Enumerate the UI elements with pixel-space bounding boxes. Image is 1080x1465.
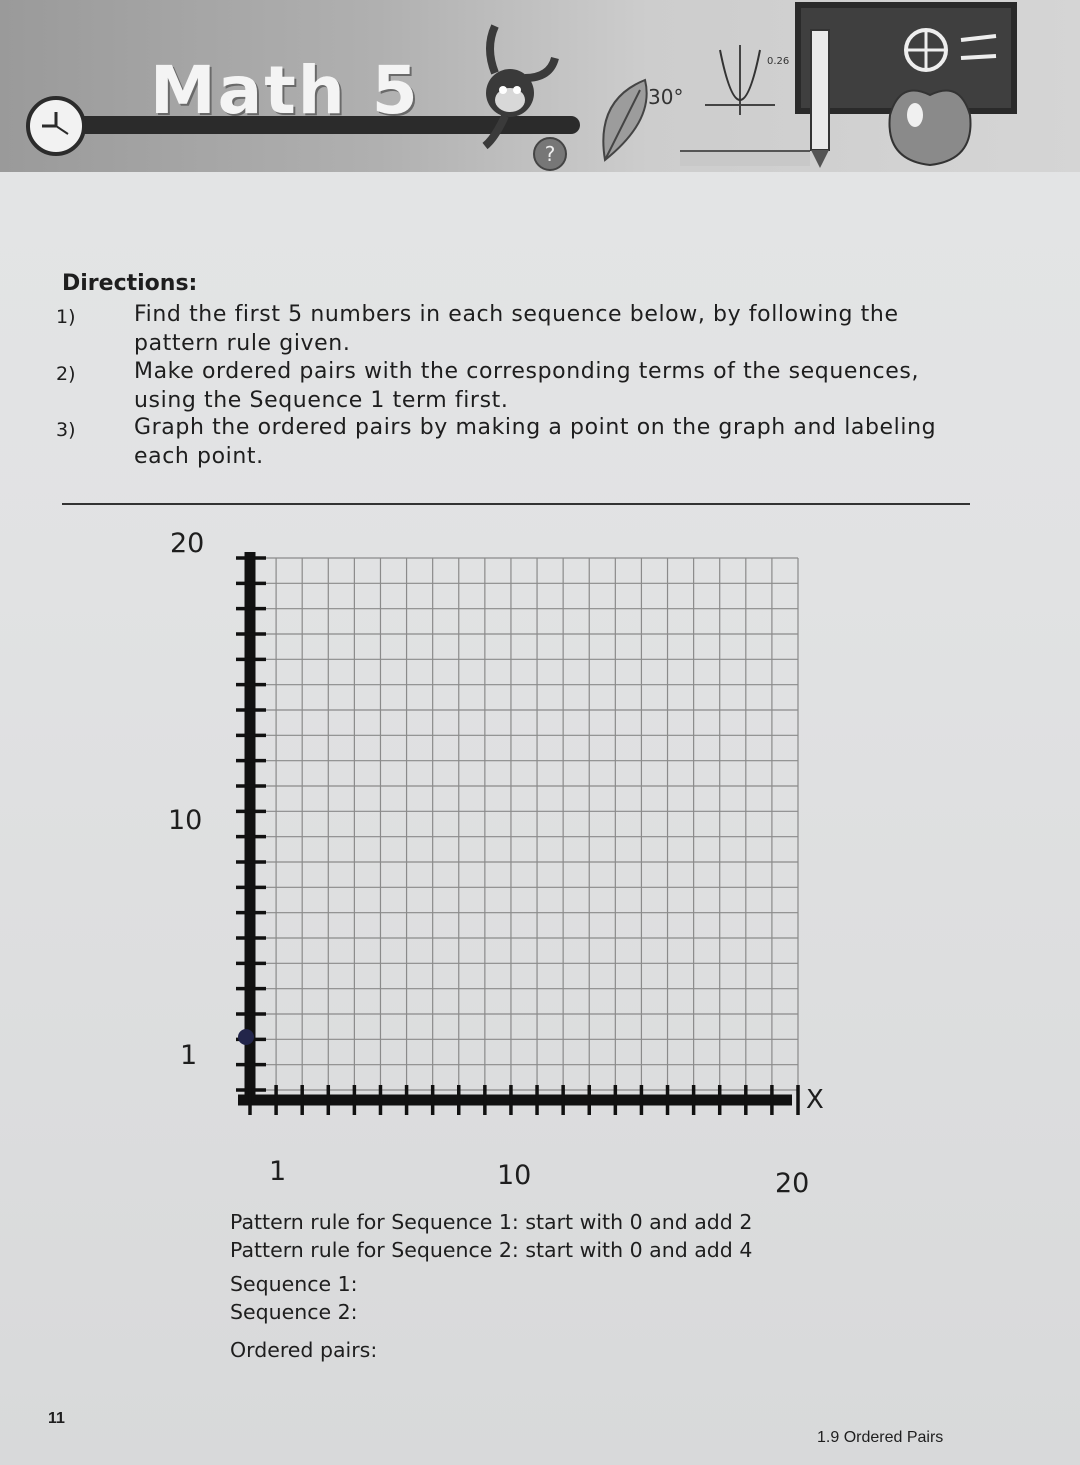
- direction-text: Find the first 5 numbers in each sequence below, by following the pattern rule given.: [134, 302, 899, 356]
- direction-text: Make ordered pairs with the corresponding terms of the sequences, using the Sequence 1 term first.: [134, 359, 920, 413]
- pattern-rule-2: Pattern rule for Sequence 2: start with 0 and add 4: [230, 1238, 753, 1262]
- x-axis-label-10: 10: [497, 1160, 532, 1191]
- y-axis-label-20: 20: [170, 528, 205, 559]
- x-axis-label-20: 20: [775, 1168, 810, 1199]
- sequence-2-label: Sequence 2:: [230, 1300, 358, 1324]
- x-axis-name: X: [806, 1085, 824, 1115]
- y-axis-label-10: 10: [168, 805, 203, 836]
- axes: [236, 552, 798, 1115]
- ordered-pairs-label: Ordered pairs:: [230, 1338, 378, 1362]
- direction-number: 2): [56, 363, 76, 385]
- direction-number: 1): [56, 306, 76, 328]
- plotted-point: [238, 1029, 254, 1045]
- direction-number: 3): [56, 419, 76, 441]
- sequence-1-label: Sequence 1:: [230, 1272, 358, 1296]
- section-title: 1.9 Ordered Pairs: [817, 1429, 944, 1446]
- x-axis-label-1: 1: [269, 1156, 287, 1187]
- angle-label: 30°: [648, 85, 684, 109]
- question-circle-icon: ?: [533, 137, 567, 171]
- grid-lines: [250, 558, 798, 1090]
- page-number: 11: [48, 1410, 65, 1427]
- decimal-label: 0.26: [767, 56, 790, 67]
- directions-heading: Directions:: [62, 271, 198, 296]
- pattern-rule-1: Pattern rule for Sequence 1: start with 0 and add 2: [230, 1210, 753, 1234]
- y-axis-label-1: 1: [180, 1040, 198, 1071]
- direction-text: Graph the ordered pairs by making a point on the graph and labeling each point.: [134, 415, 937, 469]
- banner-title: Math 5: [150, 52, 420, 129]
